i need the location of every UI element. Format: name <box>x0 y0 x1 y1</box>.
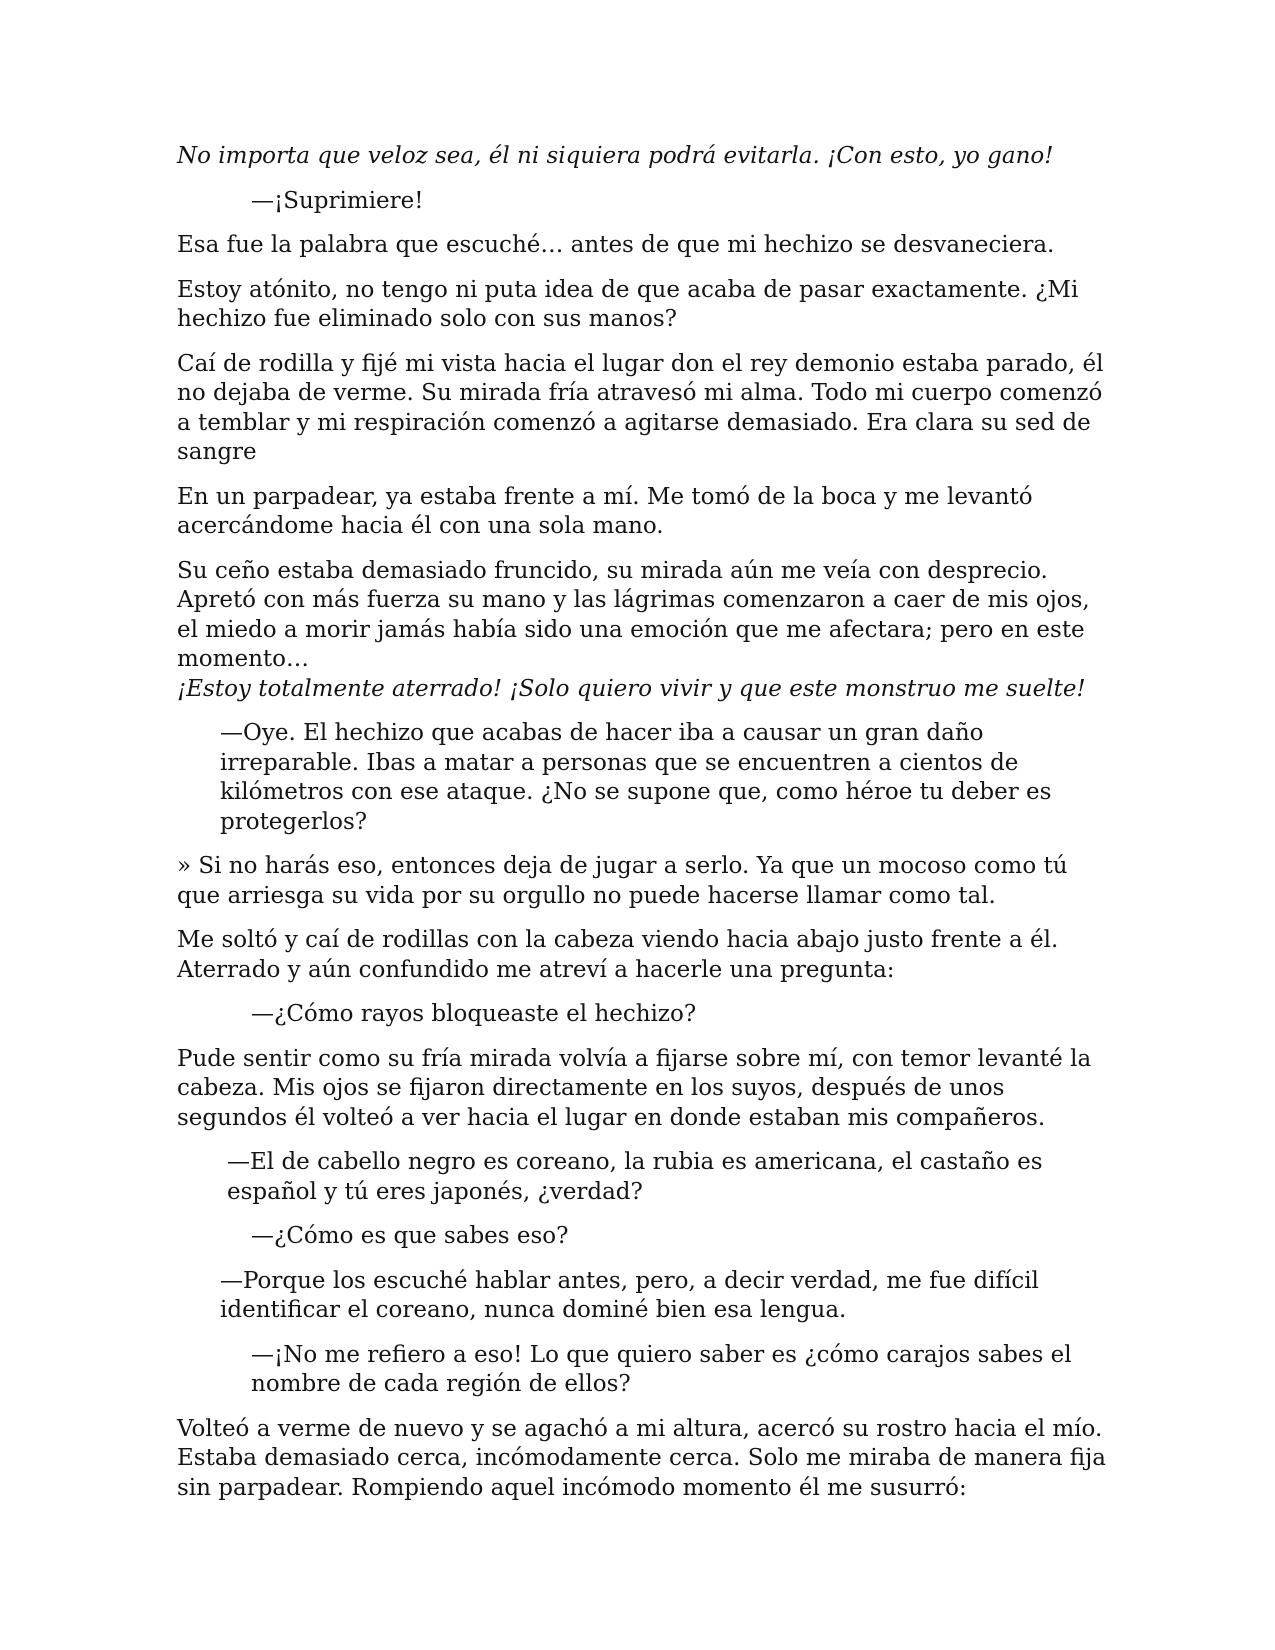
italic-thought: ¡Estoy totalmente aterrado! ¡Solo quiero vivir y que este monstruo me suelte! <box>177 675 1086 702</box>
document-page <box>177 142 1114 1518</box>
paragraph: En un parpadear, ya estaba frente a mí. Me tomó de la boca y me levantó acercándome hacia él con una sola mano. <box>177 483 1040 539</box>
dialogue-paragraph: —El de cabello negro es coreano, la rubia es americana, el castaño es español y tú eres japonés, ¿verdad? <box>227 1149 1050 1205</box>
dialogue-paragraph: —¿Cómo es que sabes eso? <box>251 1223 569 1249</box>
paragraph: Estoy atónito, no tengo ni puta idea de que acaba de pasar exactamente. ¿Mi hechizo fue eliminado solo con sus manos? <box>177 276 1086 332</box>
paragraph: Me soltó y caí de rodillas con la cabeza viendo hacia abajo justo frente a él. Aterrado y aún confundido me atreví a hacerle una pregunta: <box>177 927 1066 983</box>
dialogue-paragraph: —¡Suprimiere! <box>251 187 424 214</box>
paragraph <box>177 557 1107 705</box>
paragraph: Esa fue la palabra que escuché… antes de que mi hechizo se desvaneciera. <box>177 232 1055 258</box>
paragraph: » Si no harás eso, entonces deja de jugar a serlo. Ya que un mocoso como tú que arriesga su vida por su orgullo no puede hacerse llamar como tal. <box>177 853 1075 909</box>
paragraph: Volteó a verme de nuevo y se agachó a mi altura, acercó su rostro hacia el mío. Estaba demasiado cerca, incómodamente cerca. Solo me miraba de manera fija sin parpadear. Rompiendo aquel incómodo momento él me susurró: <box>177 1415 1114 1501</box>
dialogue-paragraph: —Oye. El hechizo que acabas de hacer iba a causar un gran daño irreparable. Ibas a matar a personas que se encuentren a cientos de kilómetros con ese ataque. ¿No se supone que, como héroe tu deber es protegerlos? <box>220 720 1059 835</box>
paragraph: Caí de rodilla y fijé mi vista hacia el lugar don el rey demonio estaba parado, él no dejaba de verme. Su mirada fría atravesó mi alma. Todo mi cuerpo comenzó a temblar y mi respiración comenzó a agitarse demasiado. Era clara su sed de sangre <box>177 350 1111 465</box>
paragraph-text: Su ceño estaba demasiado fruncido, su mirada aún me veía con desprecio. Apretó con más fuerza su mano y las lágrimas comenzaron a caer de mis ojos, el miedo a morir jamás había sido una emoción que me afectara; pero en este momento… <box>177 557 1098 672</box>
paragraph: Pude sentir como su fría mirada volvía a fijarse sobre mí, con temor levanté la cabeza. Mis ojos se fijaron directamente en los suyos, después de unos segundos él volteó a ver hacia el lugar en donde estaban mis compañeros. <box>177 1045 1099 1131</box>
dialogue-paragraph: —¡No me refiero a eso! Lo que quiero saber es ¿cómo carajos sabes el nombre de cada región de ellos? <box>251 1341 1079 1397</box>
dialogue-paragraph: —¿Cómo rayos bloqueaste el hechizo? <box>251 1001 697 1027</box>
dialogue-paragraph: —Porque los escuché hablar antes, pero, a decir verdad, me fue difícil identificar el coreano, nunca dominé bien esa lengua. <box>220 1267 1047 1323</box>
paragraph: No importa que veloz sea, él ni siquiera podrá evitarla. ¡Con esto, yo gano! <box>177 143 1054 169</box>
